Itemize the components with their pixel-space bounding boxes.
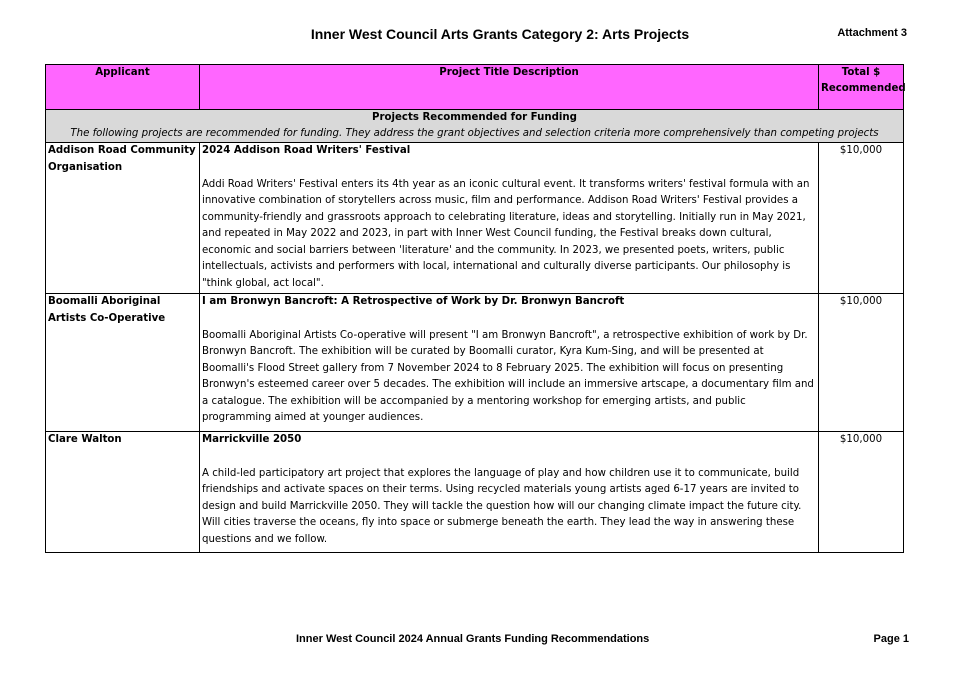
applicant-cell: Boomalli Aboriginal Artists Co-Operative [46,294,200,432]
page-number: Page 1 [873,633,909,645]
table-header-row [46,65,904,110]
section-row [46,110,904,143]
project-description: A child-led participatory art project that explores the language of play and how children use it to communicate, build friendships and activate spaces on their terms. Using recycled materials young artists aged 6-17 years are invited to design and build Marrickville 2050. They will tackle the question how will our changing climate impact the future city. Will cities traverse the oceans, fly into space or submerge beneath the earth. They lead the way in answering these questions and we follow. [202,467,802,545]
grants-table [45,64,904,553]
column-header-applicant: Applicant [46,65,200,110]
amount-cell: $10,000 [819,432,904,553]
amount-cell: $10,000 [819,143,904,294]
table-row [46,294,904,432]
applicant-cell: Clare Walton [46,432,200,553]
project-description: Addi Road Writers' Festival enters its 4th year as an iconic cultural event. It transforms writers' festival formula with an innovative combination of storytellers across music, film and performance. Addison Road Writers' Festival provides a community-friendly and grassroots approach to celebrating literature, ideas and storytelling. Initially run in May 2021, and repeated in May 2022 and 2023, in part with Inner West Council funding, the Festival breaks down cultural, economic and social barriers between 'literature' and the community. In 2023, we presented poets, writers, public intellectuals, activists and performers with local, international and culturally diverse participants. Our philosophy is "think global, act local". [202,178,810,289]
page-title: Inner West Council Arts Grants Category 2: Arts Projects [310,26,690,42]
table-row [46,432,904,553]
project-description: Boomalli Aboriginal Artists Co-operative will present "I am Bronwyn Bancroft", a retrospective exhibition of work by Dr. Bronwyn Bancroft. The exhibition will be curated by Boomalli curator, Kyra Kum-Sing, and will be presented at Boomalli's Flood Street gallery from 7 November 2024 to 8 February 2025. The exhibition will focus on presenting Bronwyn's esteemed career over 5 decades. The exhibition will include an immersive artscape, a documentary film and a catalogue. The exhibition will be accompanied by a mentoring workshop for emerging artists, and public programming aimed at younger audiences. [202,329,814,423]
footer-title: Inner West Council 2024 Annual Grants Funding Recommendations [296,633,650,645]
project-title: I am Bronwyn Bancroft: A Retrospective of Work by Dr. Bronwyn Bancroft [202,296,625,307]
project-cell [200,432,819,553]
section-title: Projects Recommended for Funding [372,112,577,123]
section-description: The following projects are recommended for funding. They address the grant objectives and selection criteria more comprehensively than competing projects [70,128,879,139]
project-title: 2024 Addison Road Writers' Festival [202,145,411,156]
column-header-amount: Total $ Recommended [819,65,904,110]
amount-cell: $10,000 [819,294,904,432]
table-row [46,143,904,294]
project-cell [200,294,819,432]
attachment-label: Attachment 3 [837,27,907,39]
project-title: Marrickville 2050 [202,434,302,445]
project-cell [200,143,819,294]
column-header-project: Project Title Description [200,65,819,110]
applicant-cell: Addison Road Community Organisation [46,143,200,294]
section-cell [46,110,904,143]
